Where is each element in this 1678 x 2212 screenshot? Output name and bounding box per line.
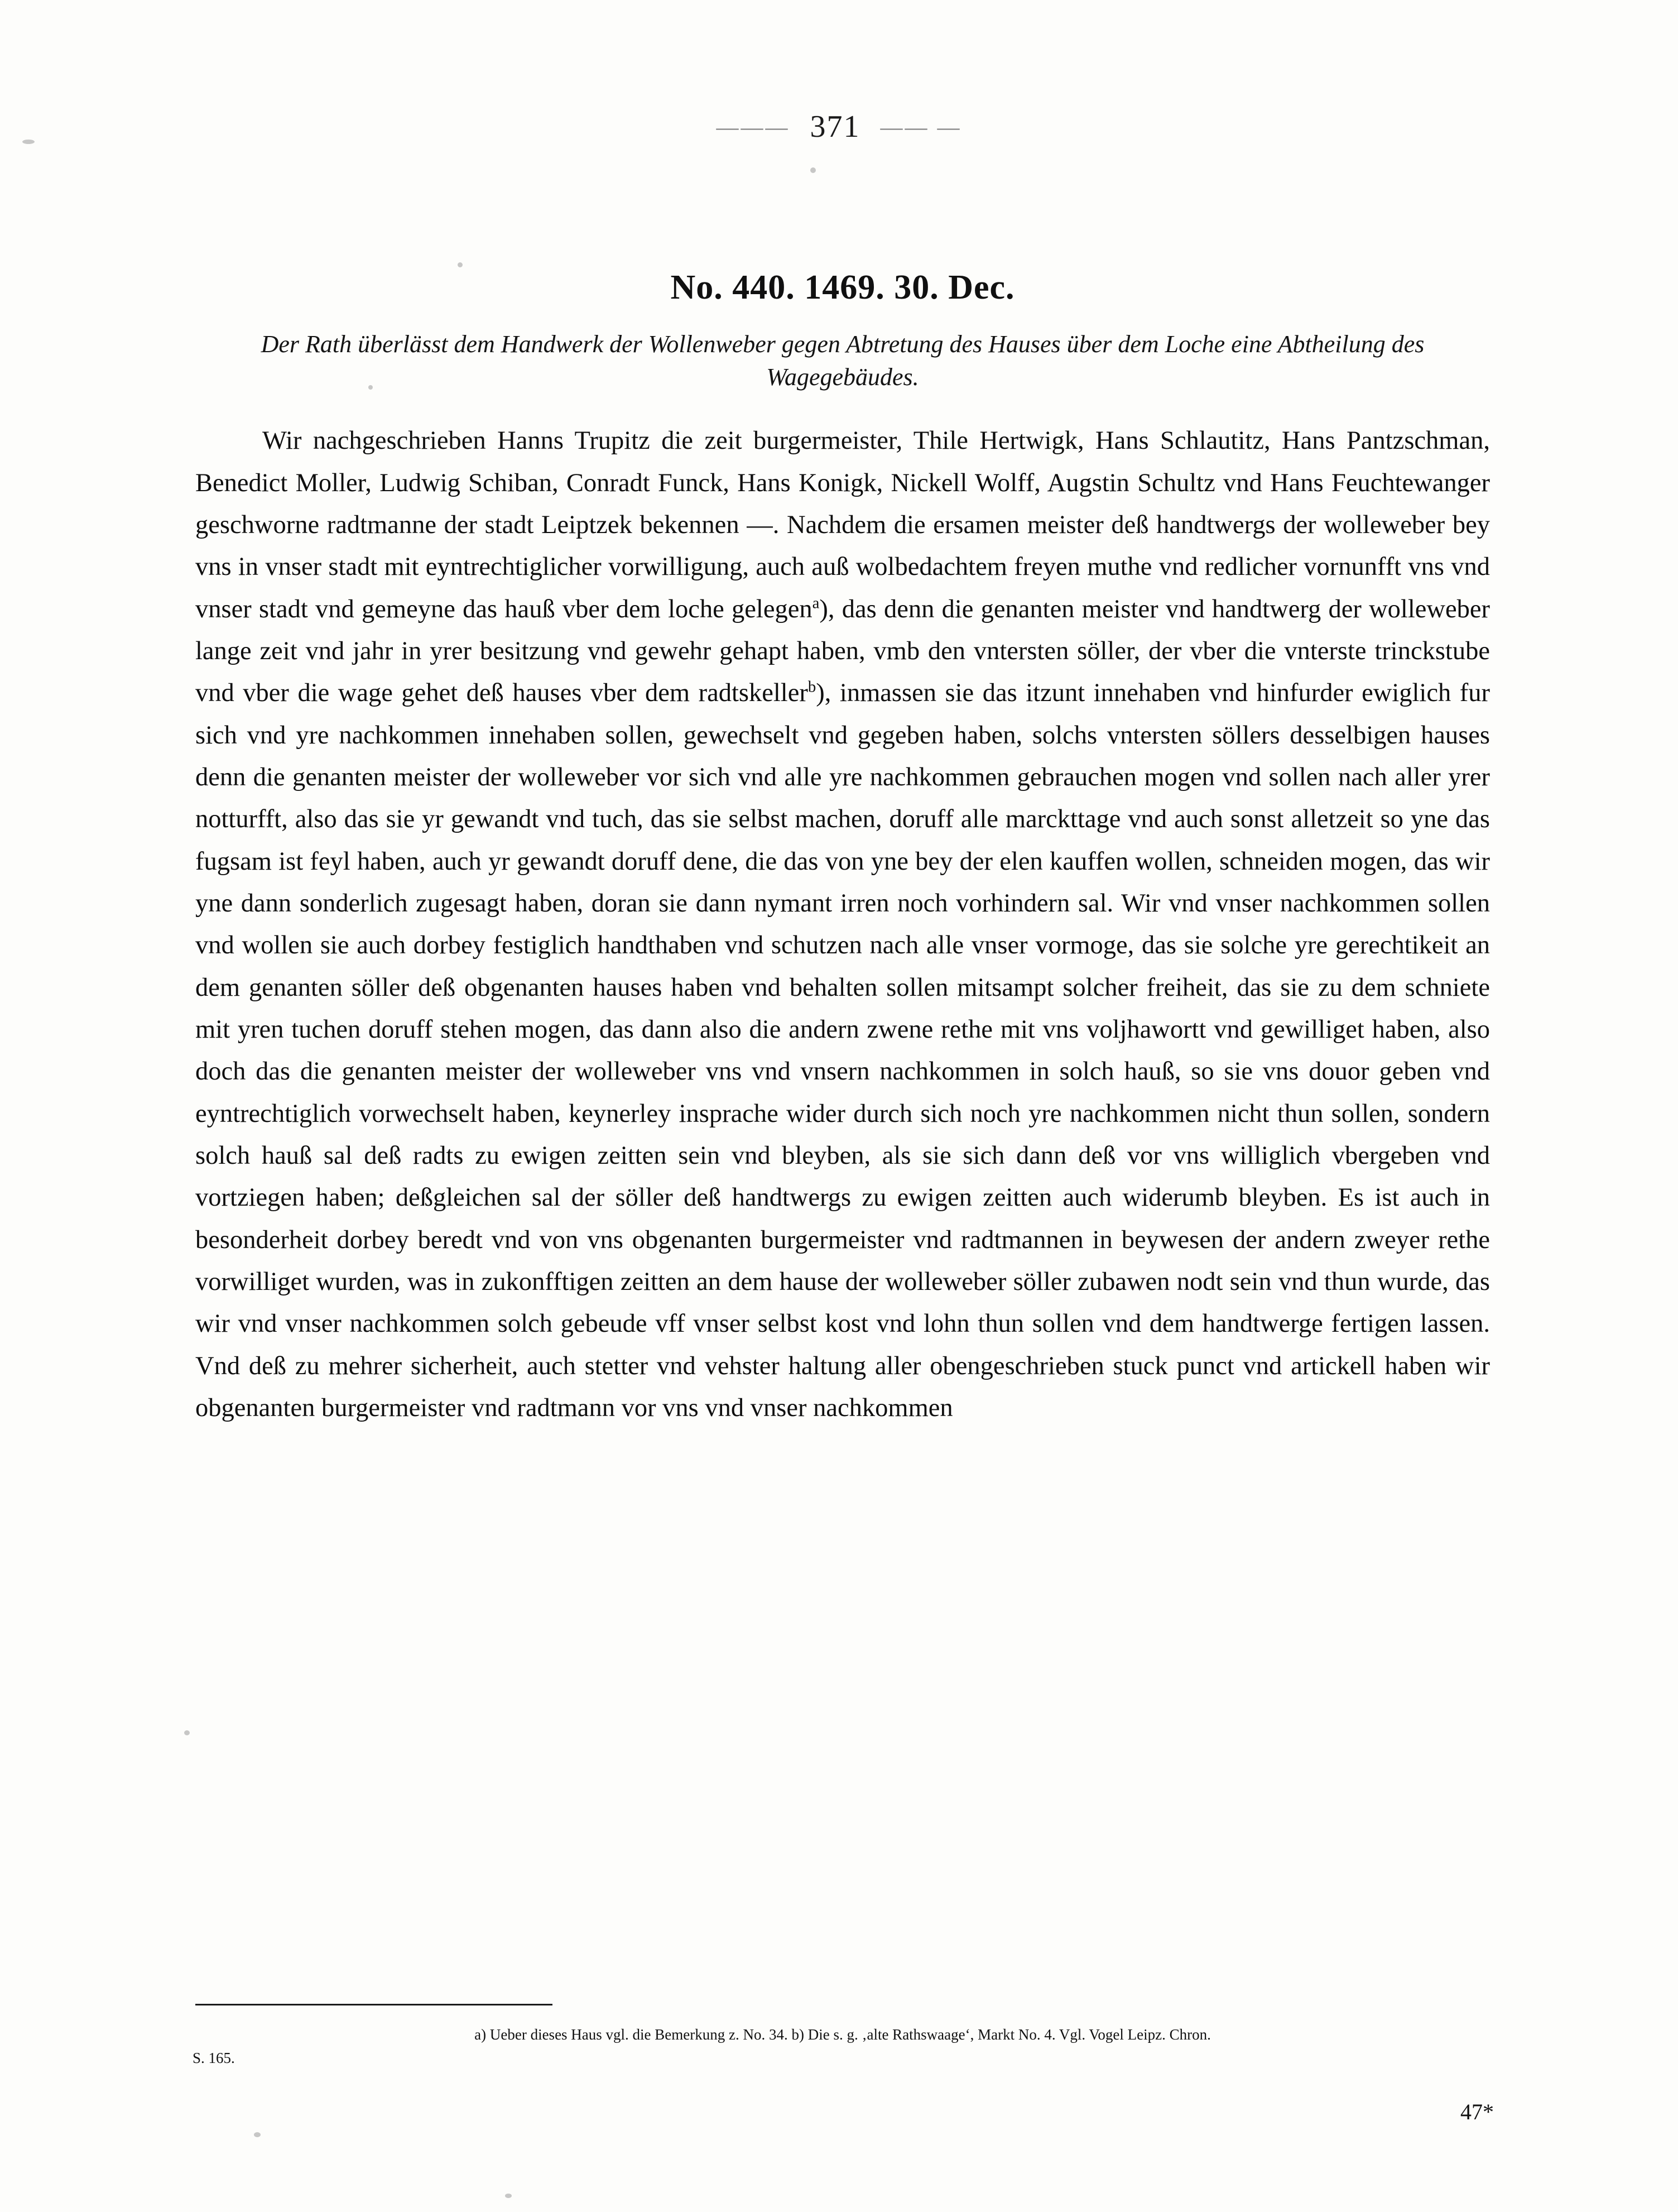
scan-speck [22, 140, 35, 144]
body-text-part-3: ), inmassen sie das itzunt innehaben vnd hinfurder ewiglich fur sich vnd yre nachkommen innehaben sollen, gewechselt vnd gegeben haben, solchs vntersten söllers desselbigen hauses denn die genanten meister der wolleweber vor sich vnd alle yre nachkommen gebrauchen mogen vnd sollen nach aller yrer notturfft, also das sie yr gewandt vnd tuch, das sie selbst machen, doruff alle marckttage vnd auch sonst alletzeit so yne das fugsam ist feyl haben, auch yr gewandt doruff dene, die das von yne bey der elen kauffen wollen, schneiden mogen, das wir yne dann sonderlich zugesagt haben, doran sie dann nymant irren noch vorhindern sal. Wir vnd vnser nachkommen sollen vnd wollen sie auch dorbey festiglich handthaben vnd schutzen nach alle vnser vormoge, das sie solche yre gerechtikeit an dem genanten söller deß obgenanten hauses haben vnd behalten sollen mitsampt solcher freiheit, das sie zu dem schniete mit yren tuchen doruff stehen mogen, das dann also die andern zwene rethe mit vns voljhawortt vnd gewilliget haben, also doch das die genanten meister der wolleweber vns vnd vnsern nachkommen in solch hauß, so sie vns douor geben vnd eyntrechtiglich vorwechselt haben, keynerley insprache wider durch sich noch yre nachkommen nicht thun sollen, sondern solch hauß sal deß radts zu ewigen zeitten sein vnd bleyben, als sie sich dann deß vor vns williglich vbergeben vnd vortziegen haben; deßgleichen sal der söller deß handtwergs zu ewigen zeitten auch widerumb bleyben. Es ist auch in besonderheit dorbey beredt vnd von vns obgenanten burgermeister vnd radtmannen in beywesen der andern zweyer rethe vorwilliget wurden, was in zukonfftigen zeitten an dem hause der wolleweber söller zubawen nodt sein vnd thun wurde, das wir vnd vnser nachkommen solch gebeude vff vnser selbst kost vnd lohn thun sollen vnd dem handtwerge fertigen lassen. Vnd deß zu mehrer sicherheit, auch stetter vnd vehster haltung aller obengeschrieben stuck punct vnd artickell haben wir obgenanten burgermeister vnd radtmann vor vns vnd vnser nachkommen [195, 679, 1490, 1422]
footnote-marker-a: a [812, 594, 820, 612]
scan-speck [254, 2132, 261, 2137]
folio-rule-right: —— — [880, 114, 962, 140]
footnote-marker-b: b [807, 678, 816, 696]
folio-number: 371 [810, 109, 860, 145]
footnote-separator [195, 2004, 552, 2005]
scan-speck [458, 262, 463, 267]
document-subtitle: Der Rath überlässt dem Handwerk der Wollenweber gegen Abtretung des Hauses über dem Loche eine Abtheilung des Wagegebäudes. [261, 330, 1425, 391]
scan-speck [810, 167, 816, 173]
footnote-tail-text: S. 165. [193, 2050, 235, 2066]
document-body [195, 268, 1490, 1455]
body-text-part-1: Wir nachgeschrieben Hanns Trupitz die zeit burgermeister, Thile Hertwigk, Hans Schlautitz, Hans Pantzschman, Benedict Moller, Ludwig Schiban, Conradt Funck, Hans Konigk, Nickell Wolff, Augstin Schultz vnd Hans Feuchtewanger geschworne radtmanne der stadt Leiptzek bekennen —. Nachdem die ersamen meister deß handtwergs der wolleweber bey vns in vnser stadt mit eyntrechtiglicher vorwilligung, auch auß wolbedachtem freyen muthe vnd redlicher vornunfft vns vnd vnser stadt vnd gemeyne das hauß vber dem loche gelegen [195, 426, 1490, 623]
body-text-part-2: ), das denn die genanten meister vnd handtwerg der wolleweber lange zeit vnd jahr in yrer besitzung vnd gewehr gehapt haben, vmb den vntersten söller, der vber die vnterste trinckstube vnd vber die wage gehet deß hauses vber dem radtskeller [195, 594, 1490, 708]
document-main-text [195, 420, 1490, 1429]
scan-speck [184, 1730, 190, 1735]
page-folio [0, 106, 1678, 145]
signature-mark: 47* [1460, 2099, 1494, 2124]
footnote-text: a) Ueber dieses Haus vgl. die Bemerkung z. No. 34. b) Die s. g. ‚alte Rathswaage‘, Markt No. 4. Vgl. Vogel Leipz. Chron. [474, 2026, 1211, 2043]
scan-speck [505, 2194, 512, 2198]
document-heading: No. 440. 1469. 30. Dec. [670, 268, 1015, 306]
folio-rule-left: ——— [716, 114, 790, 140]
